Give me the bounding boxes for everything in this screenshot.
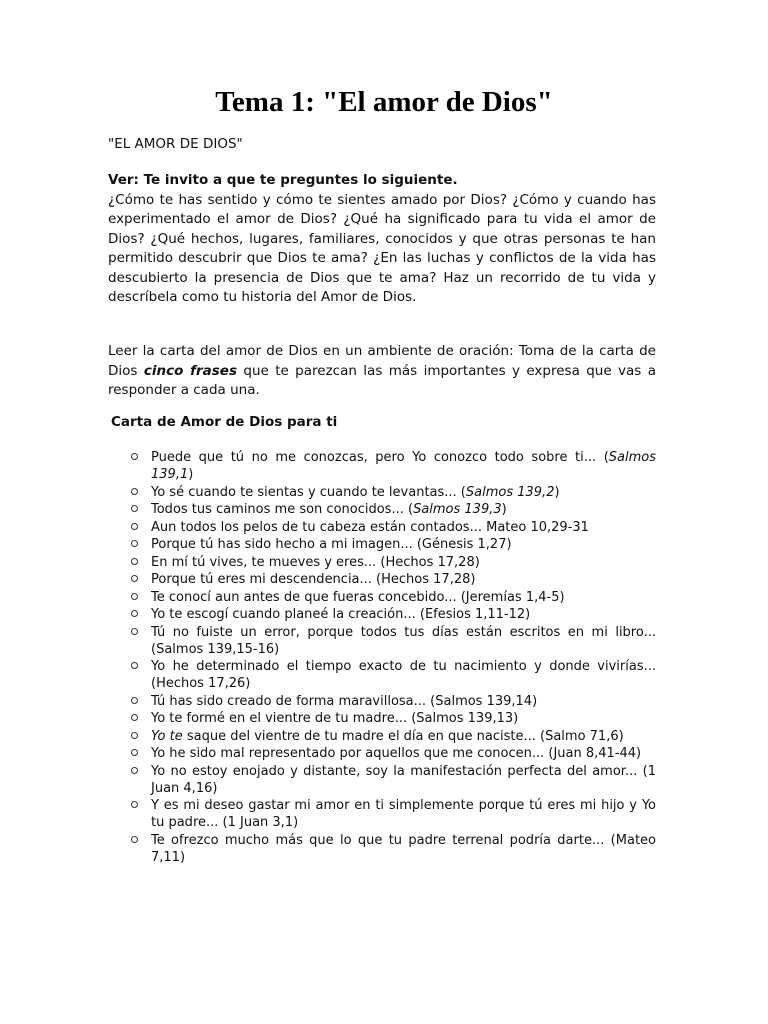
list-item [131,728,656,745]
circle-bullet-icon [131,628,138,635]
list-item [131,693,656,710]
list-item-end: ) [188,467,194,482]
carta-heading: Carta de Amor de Dios para ti [111,414,338,430]
list-item [131,606,656,623]
circle-bullet-icon [131,610,138,617]
list-item [131,571,656,588]
circle-bullet-icon [131,697,138,704]
ver-paragraph: ¿Cómo te has sentido y cómo te sientes amado por Dios? ¿Cómo y cuando has experimentado el amor de Dios? ¿Qué ha significado para tu vida el amor de Dios? ¿Qué hechos, lugares, familiares, conocidos y que otras personas te han permitido descubrir que Dios te ama? ¿En las luchas y conflictos de la vida has descubierto la presencia de Dios que te ama? Haz un recorrido de tu vida y descríbela como tu historia del Amor de Dios. [108,191,656,305]
list-item-text: Te conocí aun antes de que fueras concebido... (Jeremías 1,4-5) [151,589,565,605]
list-item-text: Yo te escogí cuando planeé la creación... (Efesios 1,11-12) [151,607,531,622]
list-item-text: Porque tú has sido hecho a mi imagen... (Génesis 1,27) [151,537,512,552]
list-item [131,710,656,727]
circle-bullet-icon [131,523,138,530]
circle-bullet-icon [131,593,138,600]
list-item-end: ) [501,502,507,517]
list-item-text: Te ofrezco mucho más que lo que tu padre terrenal podría darte... (Mateo 7,11) [151,832,656,865]
circle-bullet-icon [131,714,138,721]
list-item [131,484,656,501]
leer-paragraph [108,342,656,401]
circle-bullet-icon [131,453,138,460]
list-item [131,745,656,762]
list-item-text: Yo sé cuando te sientas y cuando te levantas... ( [151,484,466,500]
circle-bullet-icon [131,575,138,582]
list-item-text: Porque tú eres mi descendencia... (Hechos 17,28) [151,572,476,587]
list-item-reference: Salmos 139,1 [151,450,656,482]
list-item-text: En mí tú vives, te mueves y eres... (Hechos 17,28) [151,554,480,570]
subtitle: "EL AMOR DE DIOS" [108,136,243,152]
list-item-end: saque del vientre de tu madre el día en que naciste... (Salmo 71,6) [182,728,624,744]
list-item-text: Y es mi deseo gastar mi amor en ti simplemente porque tú eres mi hijo y Yo tu padre... (1 Juan 3,1) [151,798,656,830]
circle-bullet-icon [131,801,138,808]
circle-bullet-icon [131,732,138,739]
list-item [131,763,656,797]
list-item [131,624,656,658]
page-title: Tema 1: "El amor de Dios" [215,86,553,118]
circle-bullet-icon [131,540,138,547]
list-item-text: Tú no fuiste un error, porque todos tus días están escritos en mi libro... (Salmos 139,15-16) [151,624,656,657]
list-item-reference: Yo te [151,728,183,744]
circle-bullet-icon [131,488,138,495]
list-item-text: Tú has sido creado de forma maravillosa... (Salmos 139,14) [151,693,538,709]
list-item [131,519,656,536]
list-item [131,797,656,831]
list-item [131,832,656,866]
leer-emphasis: cinco frases [143,362,238,379]
list-item-reference: Salmos 139,3 [413,502,502,517]
list-item [131,589,656,606]
list-item [131,658,656,692]
list-item-text: Yo he determinado el tiempo exacto de tu nacimiento y donde vivirías... (Hechos 17,26) [151,659,656,691]
list-item-text: Puede que tú no me conozcas, pero Yo conozco todo sobre ti... ( [151,450,609,465]
list-item-reference: Salmos 139,2 [465,484,555,500]
list-item [131,536,656,553]
list-item-text: Yo he sido mal representado por aquellos que me conocen... (Juan 8,41-44) [151,746,642,761]
circle-bullet-icon [131,505,138,512]
list-item-text: Aun todos los pelos de tu cabeza están contados... Mateo 10,29-31 [151,519,589,535]
circle-bullet-icon [131,767,138,774]
list-item-text: Yo no estoy enojado y distante, soy la manifestación perfecta del amor... (1 Juan 4,16) [151,763,656,796]
list-item-end: ) [554,484,560,500]
list-item [131,501,656,518]
circle-bullet-icon [131,662,138,669]
leer-text-before: Leer la carta del amor de Dios en un ambiente de oración: Toma de la carta de Dios [108,343,656,379]
circle-bullet-icon [131,749,138,756]
circle-bullet-icon [131,558,138,565]
promise-list [131,449,656,866]
ver-heading: Ver: Te invito a que te preguntes lo siguiente. [108,172,458,188]
list-item-text: Yo te formé en el vientre de tu madre... (Salmos 139,13) [151,711,519,726]
list-item-text: Todos tus caminos me son conocidos... ( [151,502,414,517]
list-item [131,449,656,483]
leer-text-after: que te parezcan las más importantes y expresa que vas a responder a cada una. [108,362,656,398]
ver-section [108,171,656,308]
list-item [131,554,656,571]
circle-bullet-icon [131,836,138,843]
